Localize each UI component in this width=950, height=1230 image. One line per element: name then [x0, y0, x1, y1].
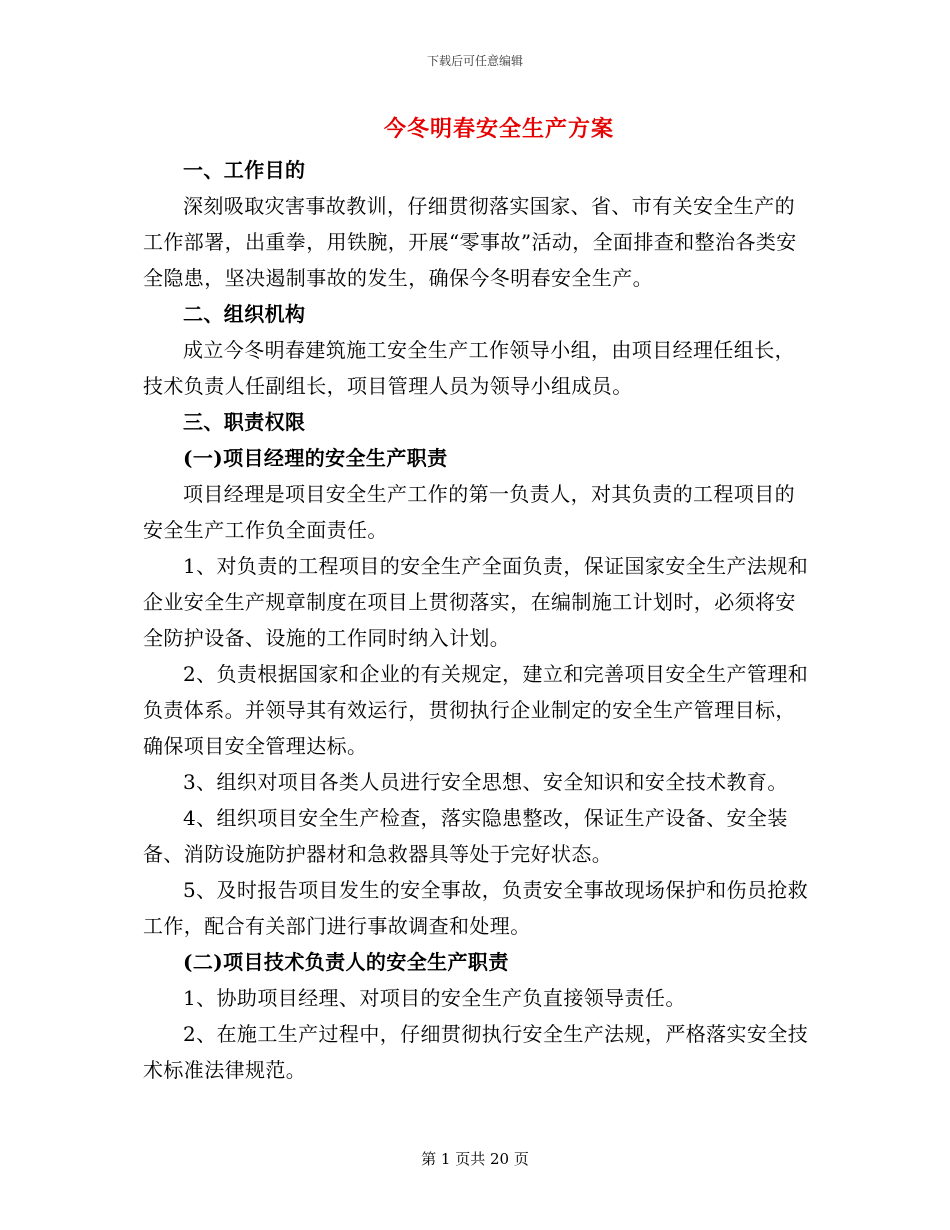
section-heading-3: 三、职责权限 — [183, 410, 306, 434]
paragraph-pm-duty-2: 2、负责根据国家和企业的有关规定，建立和完善项目安全生产管理和负责体系。并领导其有效运行，贯彻执行企业制定的安全生产管理目标，确保项目安全管理达标。 — [143, 662, 809, 758]
document-title: 今冬明春安全生产方案 — [383, 116, 614, 142]
paragraph-organization: 成立今冬明春建筑施工安全生产工作领导小组，由项目经理任组长，技术负责人任副组长，项目管理人员为领导小组成员。 — [143, 338, 795, 398]
section-heading-1: 一、工作目的 — [183, 158, 306, 182]
subsection-heading-2: (二)项目技术负责人的安全生产职责 — [183, 950, 509, 974]
paragraph-pm-duty-3: 3、组织对项目各类人员进行安全思想、安全知识和安全技术教育。 — [183, 770, 788, 794]
page-header-note: 下载后可任意编辑 — [426, 54, 523, 68]
paragraph-pm-duty-1: 1、对负责的工程项目的安全生产全面负责，保证国家安全生产法规和企业安全生产规章制度在项目上贯彻落实，在编制施工计划时，必须将安全防护设备、设施的工作同时纳入计划。 — [143, 554, 809, 650]
paragraph-tech-duty-2: 2、在施工生产过程中，仔细贯彻执行安全生产法规，严格落实安全技术标准法律规范。 — [143, 1022, 809, 1082]
page-number: 第 1 页共 20 页 — [421, 1150, 529, 1168]
section-heading-2: 二、组织机构 — [183, 302, 306, 326]
paragraph-work-purpose: 深刻吸取灾害事故教训，仔细贯彻落实国家、省、市有关安全生产的工作部署，出重拳，用铁腕，开展“零事故”活动，全面排查和整治各类安全隐患，坚决遏制事故的发生，确保今冬明春安全生产。 — [143, 194, 797, 290]
paragraph-pm-duty-4: 4、组织项目安全生产检查，落实隐患整改，保证生产设备、安全装备、消防设施防护器材和急救器具等处于完好状态。 — [143, 806, 788, 866]
paragraph-pm-duty-5: 5、及时报告项目发生的安全事故，负责安全事故现场保护和伤员抢救工作，配合有关部门进行事故调查和处理。 — [143, 878, 809, 938]
paragraph-tech-duty-1: 1、协助项目经理、对项目的安全生产负直接领导责任。 — [183, 986, 686, 1010]
document-body — [143, 152, 813, 1088]
subsection-heading-1: (一)项目经理的安全生产职责 — [183, 446, 448, 470]
paragraph-pm-intro: 项目经理是项目安全生产工作的第一负责人，对其负责的工程项目的安全生产工作负全面责任。 — [143, 482, 795, 542]
